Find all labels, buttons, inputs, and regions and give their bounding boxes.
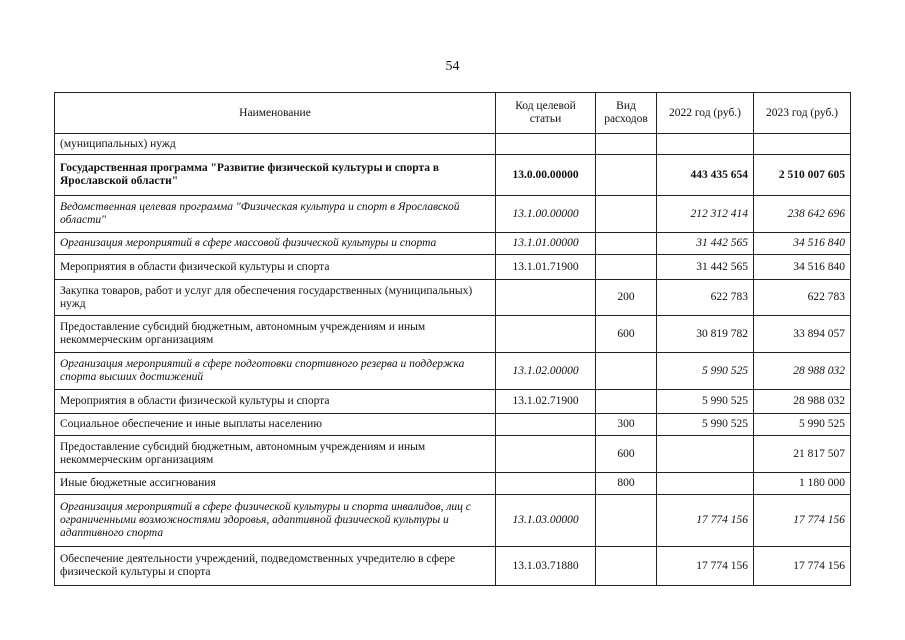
table-row [55, 316, 851, 353]
cell-2022: 17 774 156 [657, 495, 754, 547]
cell-type [596, 233, 657, 255]
cell-2022: 31 442 565 [657, 255, 754, 280]
cell-name: Иные бюджетные ассигнования [55, 473, 496, 495]
page-number: 54 [445, 59, 460, 74]
cell-2023: 5 990 525 [754, 414, 851, 436]
cell-2023 [754, 134, 851, 155]
cell-type: 600 [596, 436, 657, 473]
header-type: Вид расходов [596, 93, 657, 134]
table-row [55, 196, 851, 233]
cell-code: 13.1.03.71880 [496, 547, 596, 586]
cell-2022: 5 990 525 [657, 414, 754, 436]
table-body [55, 134, 851, 586]
cell-code [496, 436, 596, 473]
cell-type [596, 547, 657, 586]
cell-code [496, 316, 596, 353]
cell-code [496, 414, 596, 436]
cell-name: Предоставление субсидий бюджетным, автономным учреждениям и иным некоммерческим организациям [55, 436, 496, 473]
cell-2022: 5 990 525 [657, 390, 754, 414]
cell-code [496, 134, 596, 155]
cell-2023: 34 516 840 [754, 255, 851, 280]
cell-name: Мероприятия в области физической культуры и спорта [55, 390, 496, 414]
cell-2023: 2 510 007 605 [754, 155, 851, 196]
table-row [55, 280, 851, 316]
cell-name: Предоставление субсидий бюджетным, автономным учреждениям и иным некоммерческим организациям [55, 316, 496, 353]
cell-2023: 17 774 156 [754, 547, 851, 586]
cell-type [596, 155, 657, 196]
cell-2023: 1 180 000 [754, 473, 851, 495]
cell-type: 600 [596, 316, 657, 353]
table-row [55, 233, 851, 255]
cell-code: 13.1.02.71900 [496, 390, 596, 414]
cell-code [496, 473, 596, 495]
cell-2022 [657, 473, 754, 495]
cell-type [596, 495, 657, 547]
cell-type [596, 134, 657, 155]
cell-2023: 33 894 057 [754, 316, 851, 353]
cell-2022: 622 783 [657, 280, 754, 316]
cell-name: Ведомственная целевая программа "Физическая культура и спорт в Ярославской области" [55, 196, 496, 233]
cell-type [596, 255, 657, 280]
cell-code: 13.1.01.71900 [496, 255, 596, 280]
cell-name: Социальное обеспечение и иные выплаты населению [55, 414, 496, 436]
cell-2022: 31 442 565 [657, 233, 754, 255]
budget-table [54, 92, 851, 586]
cell-2022: 17 774 156 [657, 547, 754, 586]
cell-type [596, 390, 657, 414]
header-2023: 2023 год (руб.) [754, 93, 851, 134]
cell-name: Организация мероприятий в сфере подготовки спортивного резерва и поддержка спорта высших достижений [55, 353, 496, 390]
cell-2022: 443 435 654 [657, 155, 754, 196]
cell-2022: 30 819 782 [657, 316, 754, 353]
cell-2023: 28 988 032 [754, 353, 851, 390]
cell-code: 13.1.02.00000 [496, 353, 596, 390]
cell-type: 300 [596, 414, 657, 436]
cell-2022 [657, 134, 754, 155]
table-row [55, 255, 851, 280]
cell-type [596, 353, 657, 390]
cell-name: (муниципальных) нужд [55, 134, 496, 155]
cell-2023: 28 988 032 [754, 390, 851, 414]
cell-2022: 212 312 414 [657, 196, 754, 233]
cell-type: 800 [596, 473, 657, 495]
cell-code: 13.1.01.00000 [496, 233, 596, 255]
cell-2022 [657, 436, 754, 473]
cell-code [496, 280, 596, 316]
cell-2023: 21 817 507 [754, 436, 851, 473]
cell-name: Организация мероприятий в сфере физической культуры и спорта инвалидов, лиц с ограниченными возможностями здоровья, адаптивной физической культуры и адаптивного спорта [55, 495, 496, 547]
table-row [55, 390, 851, 414]
header-code: Код целевой статьи [496, 93, 596, 134]
table-row [55, 134, 851, 155]
cell-type: 200 [596, 280, 657, 316]
cell-code: 13.1.00.00000 [496, 196, 596, 233]
cell-2023: 622 783 [754, 280, 851, 316]
cell-name: Мероприятия в области физической культуры и спорта [55, 255, 496, 280]
table-row [55, 473, 851, 495]
table-row [55, 155, 851, 196]
cell-name: Государственная программа "Развитие физической культуры и спорта в Ярославской области" [55, 155, 496, 196]
table-row [55, 353, 851, 390]
cell-2023: 238 642 696 [754, 196, 851, 233]
cell-name: Организация мероприятий в сфере массовой физической культуры и спорта [55, 233, 496, 255]
table-header-row [55, 93, 851, 134]
cell-code: 13.0.00.00000 [496, 155, 596, 196]
cell-name: Закупка товаров, работ и услуг для обеспечения государственных (муниципальных) нужд [55, 280, 496, 316]
cell-name: Обеспечение деятельности учреждений, подведомственных учредителю в сфере физической культуры и спорта [55, 547, 496, 586]
cell-type [596, 196, 657, 233]
header-name: Наименование [55, 93, 496, 134]
cell-2023: 17 774 156 [754, 495, 851, 547]
cell-2022: 5 990 525 [657, 353, 754, 390]
table-row [55, 495, 851, 547]
table-row [55, 547, 851, 586]
cell-code: 13.1.03.00000 [496, 495, 596, 547]
table-row [55, 414, 851, 436]
header-2022: 2022 год (руб.) [657, 93, 754, 134]
table-row [55, 436, 851, 473]
cell-2023: 34 516 840 [754, 233, 851, 255]
